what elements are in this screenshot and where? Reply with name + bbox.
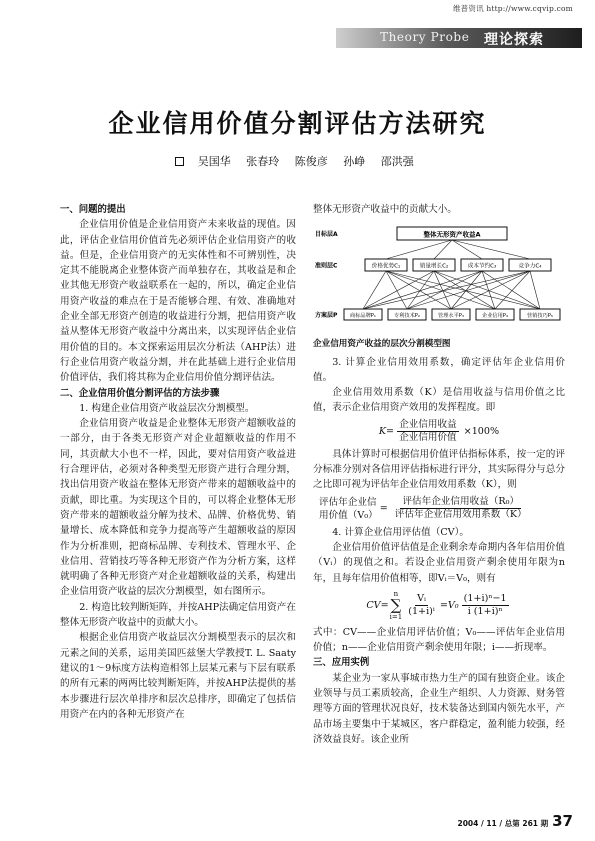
alternative-label: 专利技术P₂: [394, 313, 420, 320]
paragraph: 企业信用资产收益是企业整体无形资产超额收益的一部分，由于各类无形资产对企业超额收益的作用不同，其贡献大小也不一样，因此，要对信用资产收益进行合理评估，必须对各种类型无形资产进行合理分割，找出信用资产收益在整体无形资产带来的超额收益中的贡献，即比重。为实现这个目的，可以将企业整体无形资产带来的超额收益分解为技术、品牌、价格优势、销量增长、成本降低和竞争力提高等产生超额收益的原因作为分析准则，把商标品牌、专利技术、管理水平、企业信用、营销技巧等各种无形资产作为分析方案，这样就明确了各种无形资产对企业超额收益的关系，构建出企业信用资产收益的层次分割模型，如右图所示。: [60, 418, 296, 598]
heading-problem: 一、问题的提出: [60, 204, 126, 215]
heading-example: 三、应用实例: [313, 657, 370, 669]
formula-v0-lhs-line2: 用价值（V₀）: [319, 509, 378, 521]
goal-node-label: 整体无形资产收益A: [423, 230, 481, 239]
paragraph: 根据企业信用资产收益层次分割模型表示的层次和元素之间的关系，运用美国匹兹堡大学教授T. L. Saaty建议的1～9标度方法构造相邻上层某元素与下层有联系的所有元素的两两比较判断矩阵，并按AHP法提供的基本步骤进行层次单排序和层次总排序，即确定了包括信用资产在内的各种无形资产在: [60, 632, 296, 720]
hierarchy-link: [386, 271, 495, 309]
sigma-icon: ∑: [390, 595, 402, 614]
hierarchy-link: [452, 240, 530, 259]
criterion-label: 竞争力C₄: [518, 263, 542, 270]
alternative-label: 管理水平P₃: [438, 313, 464, 320]
step-1: 1. 构建企业信用资产收益层次分割模型。: [79, 402, 255, 414]
criterion-label: 销量增长C₂: [419, 263, 449, 270]
formula-cv-num2: (1+i)ⁿ−1: [463, 592, 507, 604]
level-p-label: 方案层P: [315, 312, 338, 320]
hierarchy-link: [407, 271, 530, 309]
formula-cv-lhs: CV=: [366, 599, 389, 611]
alternative-label: 营销技巧P₅: [527, 313, 553, 320]
paragraph: 整体无形资产收益中的贡献大小。: [313, 204, 457, 215]
hierarchy-link: [451, 271, 482, 309]
formula-v0-fraction: [393, 496, 529, 521]
article-title: 企业信用价值分割评估方法研究: [108, 109, 487, 138]
criterion-label: 价格优势C₁: [371, 263, 401, 270]
section-label-cn: 理论探索: [484, 32, 544, 48]
author-name: 陈俊彦: [294, 155, 328, 168]
alternative-label: 企业信用P₄: [482, 313, 508, 320]
hierarchy-link: [407, 271, 434, 309]
hierarchy-link: [363, 271, 386, 309]
paragraph: 企业信用效用系数（K）是信用收益与信用价值之比值，表示企业信用资产效用的发挥程度。即: [313, 387, 565, 414]
formula-cv-num1: Vᵢ: [417, 592, 426, 604]
paragraph: 企业信用价值是企业信用资产未来收益的现值。因此，评估企业信用价值首先必须评估企业信用资产的收益。但是，企业信用资产的无实体性和不可辨别性，决定其不能脱离企业整体资产而单独存在，其收益是和企业其他无形资产收益联系在一起的，所以，确定企业信用资产收益的难点在于是否能够合理、有效、准确地对企业全部无形资产创造的收益进行分割，把信用资产收益从整体无形资产收益中分离出来，以实现评估企业信用价值的目的。本文探索运用层次分析法（AHP法）进行企业信用资产收益分割，并在此基础上进行企业信用价值评估，我们将其称为企业信用价值分割评估法。: [60, 219, 296, 384]
paragraph: 某企业为一家从事城市热力生产的国有独资企业。该企业领导与员工素质较高，企业生产组织、人力资源、财务管理等方面的管理状况良好，技术装备达到国内领先水平，产品市场主要集中于某城区，客户群稳定，盈利能力较强，经济效益良好。该企业所: [313, 672, 565, 745]
hierarchy-link: [363, 271, 530, 309]
formula-cv-fraction-1: [406, 593, 437, 618]
formula-k-denominator: 企业信用价值: [399, 431, 457, 443]
formula-cv-den2: i (1+i)ⁿ: [467, 605, 503, 617]
sum-sign: [390, 590, 403, 621]
sum-lower: i=1: [389, 612, 403, 621]
paragraph: 式中：CV——企业信用评估价值；V₀——评估年企业信用价值；n——企业信用资产剩余使用年限；i——折现率。: [313, 626, 565, 654]
formula-k-rhs: ×100%: [463, 425, 500, 437]
formula-v0-lhs: [319, 496, 378, 522]
hierarchy-link: [386, 240, 452, 259]
hierarchy-link: [452, 240, 482, 259]
formula-k: [313, 419, 565, 444]
hierarchy-link: [434, 271, 451, 309]
author-name: 邵洪强: [380, 155, 414, 168]
level-c-label: 准则层C: [315, 262, 338, 270]
sum-upper: n: [393, 589, 399, 598]
formula-v0: [319, 496, 565, 522]
author-name: 吴国华: [197, 155, 231, 168]
step-3: 3. 计算企业信用效用系数，确定评估年企业信用价值。: [313, 356, 565, 383]
square-bullet-icon: [175, 157, 184, 166]
formula-v0-denominator: 评估年企业信用效用系数（K）: [394, 509, 527, 521]
formula-cv-mid: =V₀: [439, 599, 459, 611]
formula-v0-numerator: 评估年企业信用收益（R₀）: [402, 496, 520, 508]
step-4: 4. 计算企业信用评估值（CV）。: [332, 526, 469, 538]
formula-k-fraction: [397, 419, 459, 444]
left-column: [60, 202, 296, 722]
issue-label: 2004 / 11 / 总第 261 期: [457, 819, 549, 828]
formula-cv-den1: (1+i)ⁱ: [408, 605, 435, 617]
diagram-caption: 企业信用资产收益的层次分割模型图: [313, 339, 451, 350]
hierarchy-link: [482, 271, 495, 309]
hierarchy-diagram-svg: [313, 223, 565, 335]
author-name: 张春玲: [246, 155, 280, 168]
hierarchy-diagram: [313, 223, 565, 335]
step-2: 2. 构造比较判断矩阵，并按AHP法确定信用资产在整体无形资产收益中的贡献大小。: [60, 601, 296, 629]
right-column: [313, 202, 565, 747]
formula-v0-lhs-line1: 评估年企业信: [319, 496, 377, 508]
page-number: 37: [552, 812, 573, 830]
author-name: 孙峥: [343, 155, 366, 168]
paragraph: 企业信用价值评估值是企业剩余寿命期内各年信用价值（Vᵢ）的现值之和。若设企业信用资产剩余使用年限为n年，且每年信用价值相等，即Vᵢ＝V₀，则有: [313, 541, 565, 584]
alternative-label: 商标品牌P₁: [350, 313, 376, 320]
author-line: [0, 153, 595, 169]
formula-v0-equals: =: [379, 503, 388, 515]
formula-cv-fraction-2: [462, 593, 509, 618]
criterion-label: 成本节约C₃: [467, 263, 497, 270]
level-a-label: 目标层A: [315, 231, 338, 239]
formula-k-lhs: K=: [378, 425, 395, 437]
formula-cv: [313, 590, 565, 621]
hierarchy-link: [434, 271, 540, 309]
source-watermark: 维普资讯 http://www.cqvip.com: [452, 4, 573, 13]
paragraph: 具体计算时可根据信用价值评估指标体系，按一定的评分标准分别对各信用评估指标进行评分，其实际得分与总分之比即可视为评估年企业信用效用系数（K），则: [313, 448, 565, 491]
page-footer: [458, 812, 574, 830]
formula-k-numerator: 企业信用收益: [399, 418, 457, 430]
heading-method: 二、企业信用价值分割评估的方法步骤: [60, 387, 220, 399]
section-label-en: Theory Probe: [380, 30, 470, 44]
